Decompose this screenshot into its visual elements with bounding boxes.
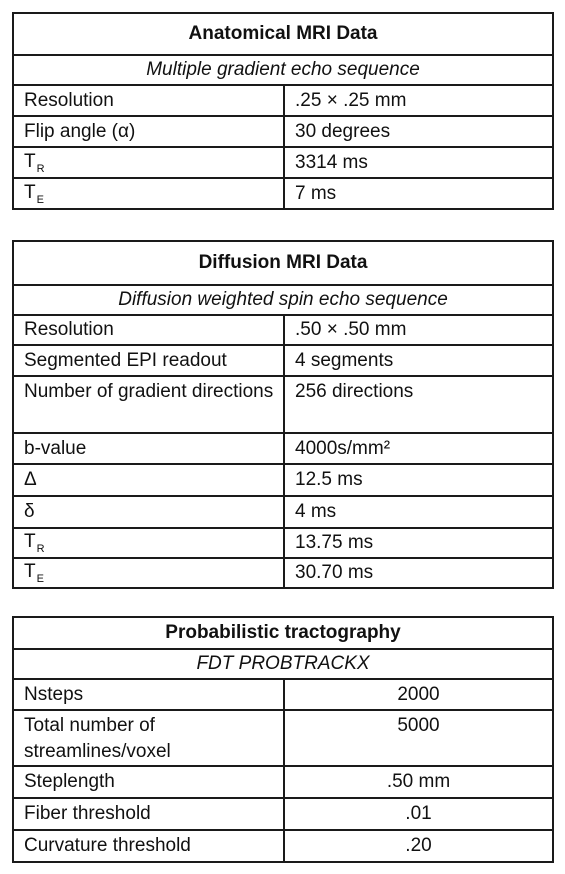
table-row <box>13 830 553 862</box>
row-value: .50 mm <box>284 766 553 798</box>
symbol-subscript: E <box>36 573 44 585</box>
row-label <box>13 558 284 588</box>
row-value: 30.70 ms <box>284 558 553 588</box>
table-row <box>13 376 553 433</box>
row-value: 2000 <box>284 679 553 710</box>
table-row <box>13 679 553 710</box>
anatomical-mri-table <box>12 12 554 210</box>
table-title: Probabilistic tractography <box>13 617 553 649</box>
row-value: 4 segments <box>284 345 553 376</box>
row-label: δ <box>13 496 284 528</box>
table-title: Diffusion MRI Data <box>13 241 553 285</box>
row-value: 256 directions <box>284 376 553 433</box>
row-value: 13.75 ms <box>284 528 553 558</box>
row-value: .01 <box>284 798 553 830</box>
table-row <box>13 147 553 178</box>
symbol-main: T <box>24 531 36 552</box>
row-value: 4 ms <box>284 496 553 528</box>
symbol-subscript: R <box>36 162 45 175</box>
row-label <box>13 147 284 178</box>
diffusion-mri-table <box>12 240 554 589</box>
table-row <box>13 798 553 830</box>
row-value: .20 <box>284 830 553 862</box>
row-value: 12.5 ms <box>284 464 553 496</box>
row-label: Total number of streamlines/voxel <box>13 710 284 766</box>
table-title: Anatomical MRI Data <box>13 13 553 55</box>
row-label: Resolution <box>13 315 284 345</box>
row-label: Δ <box>13 464 284 496</box>
row-label: Resolution <box>13 85 284 116</box>
symbol-main: T <box>24 181 36 203</box>
row-label: Fiber threshold <box>13 798 284 830</box>
symbol-subscript: E <box>36 193 44 206</box>
table-subtitle: FDT PROBTRACKX <box>13 649 553 679</box>
table-row <box>13 710 553 766</box>
row-label: Nsteps <box>13 679 284 710</box>
row-value: .50 × .50 mm <box>284 315 553 345</box>
table-row <box>13 85 553 116</box>
row-label <box>13 178 284 209</box>
row-label: Flip angle (α) <box>13 116 284 147</box>
row-value: 7 ms <box>284 178 553 209</box>
table-row <box>13 464 553 496</box>
symbol-subscript: R <box>36 543 45 555</box>
row-value: 5000 <box>284 710 553 766</box>
row-value: 4000s/mm² <box>284 433 553 464</box>
table-row <box>13 766 553 798</box>
table-subtitle: Diffusion weighted spin echo sequence <box>13 285 553 315</box>
table-row <box>13 315 553 345</box>
table-row <box>13 558 553 588</box>
table-row <box>13 116 553 147</box>
row-label <box>13 528 284 558</box>
table-row <box>13 178 553 209</box>
row-label: Segmented EPI readout <box>13 345 284 376</box>
row-value: 3314 ms <box>284 147 553 178</box>
table-row <box>13 433 553 464</box>
row-label: Number of gradient directions <box>13 376 284 433</box>
table-row <box>13 496 553 528</box>
symbol-main: T <box>24 561 36 582</box>
row-value: .25 × .25 mm <box>284 85 553 116</box>
table-subtitle: Multiple gradient echo sequence <box>13 55 553 85</box>
row-label: Steplength <box>13 766 284 798</box>
row-label: Curvature threshold <box>13 830 284 862</box>
row-label: b-value <box>13 433 284 464</box>
row-value: 30 degrees <box>284 116 553 147</box>
symbol-main: T <box>24 150 36 172</box>
table-row <box>13 528 553 558</box>
tractography-table <box>12 616 554 863</box>
table-row <box>13 345 553 376</box>
